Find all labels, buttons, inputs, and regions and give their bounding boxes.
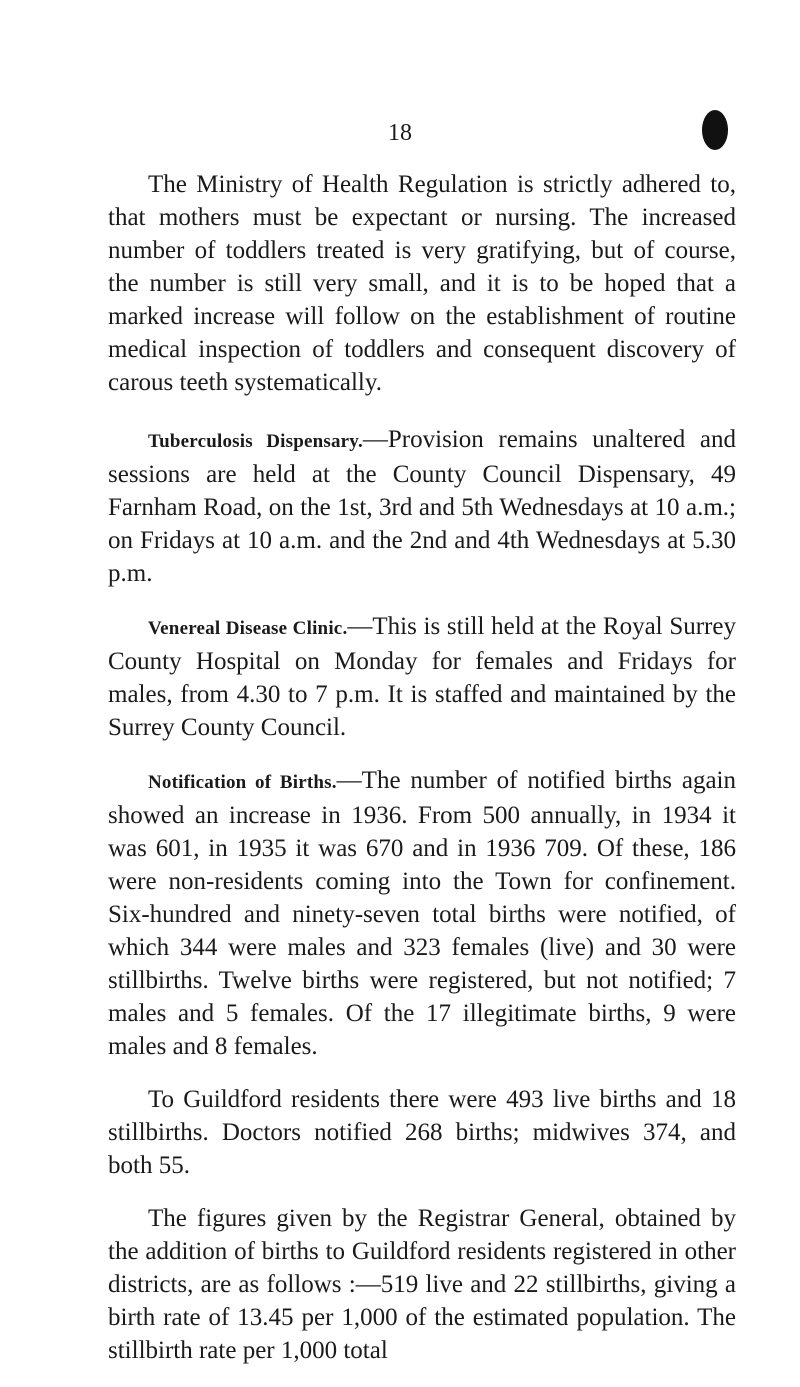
paragraph-text: —The number of notified births again showed an increase in 1936. From 500 annually, in 1934 it was 601, in 1935 it was 670 and in 1936 709. Of these, 186 were non-residents coming into the Town for confinement. Six-hundred and ninety-seven total births were notified, of which 344 were males and 323 females (live) and 30 were stillbirths. Twelve births were registered, but not notified; 7 males and 5 females. Of the 17 illegitimate births, 9 were males and 8 females. — [108, 767, 737, 1060]
section-heading-tuberculosis: Tuberculosis Dispensary. — [148, 431, 363, 452]
paragraph-guildford-residents — [108, 1083, 736, 1182]
section-heading-notification: Notification of Births. — [148, 772, 337, 793]
paragraph-tuberculosis-dispensary — [108, 423, 736, 590]
document-body — [108, 168, 736, 1387]
paragraph-ministry-regulation — [108, 168, 736, 399]
page-number: 18 — [388, 120, 412, 146]
paragraph-registrar-general — [108, 1202, 736, 1367]
paragraph-venereal-disease-clinic — [108, 610, 736, 744]
paragraph-text: —Provision remains unaltered and sessions are held at the County Council Dispensary, 49 Farnham Road, on the 1st, 3rd and 5th Wednesdays at 10 a.m.; on Fridays at 10 a.m. and the 2nd and 4th Wednesdays at 5.30 p.m. — [108, 426, 736, 587]
paragraph-text: To Guildford residents there were 493 live births and 18 stillbirths. Doctors notified 268 births; midwives 374, and both 55. — [108, 1086, 736, 1179]
section-heading-venereal: Venereal Disease Clinic. — [148, 618, 348, 639]
ink-blot-mark — [702, 110, 728, 150]
paragraph-notification-of-births — [108, 764, 736, 1063]
paragraph-text: The figures given by the Registrar General, obtained by the addition of births to Guildford residents registered in other districts, are as follows :—519 live and 22 stillbirths, giving a birth rate of 13.45 per 1,000 of the estimated population. The stillbirth rate per 1,000 total — [108, 1205, 736, 1364]
paragraph-text: The Ministry of Health Regulation is strictly adhered to, that mothers must be expectant or nursing. The increased number of toddlers treated is very gratifying, but of course, the number is still very small, and it is to be hoped that a marked increase will follow on the establishment of routine medical inspection of toddlers and consequent discovery of carous teeth systematically. — [108, 171, 736, 396]
paragraph-text: —This is still held at the Royal Surrey County Hospital on Monday for females and Fridays for males, from 4.30 to 7 p.m. It is staffed and maintained by the Surrey County Council. — [108, 613, 736, 741]
